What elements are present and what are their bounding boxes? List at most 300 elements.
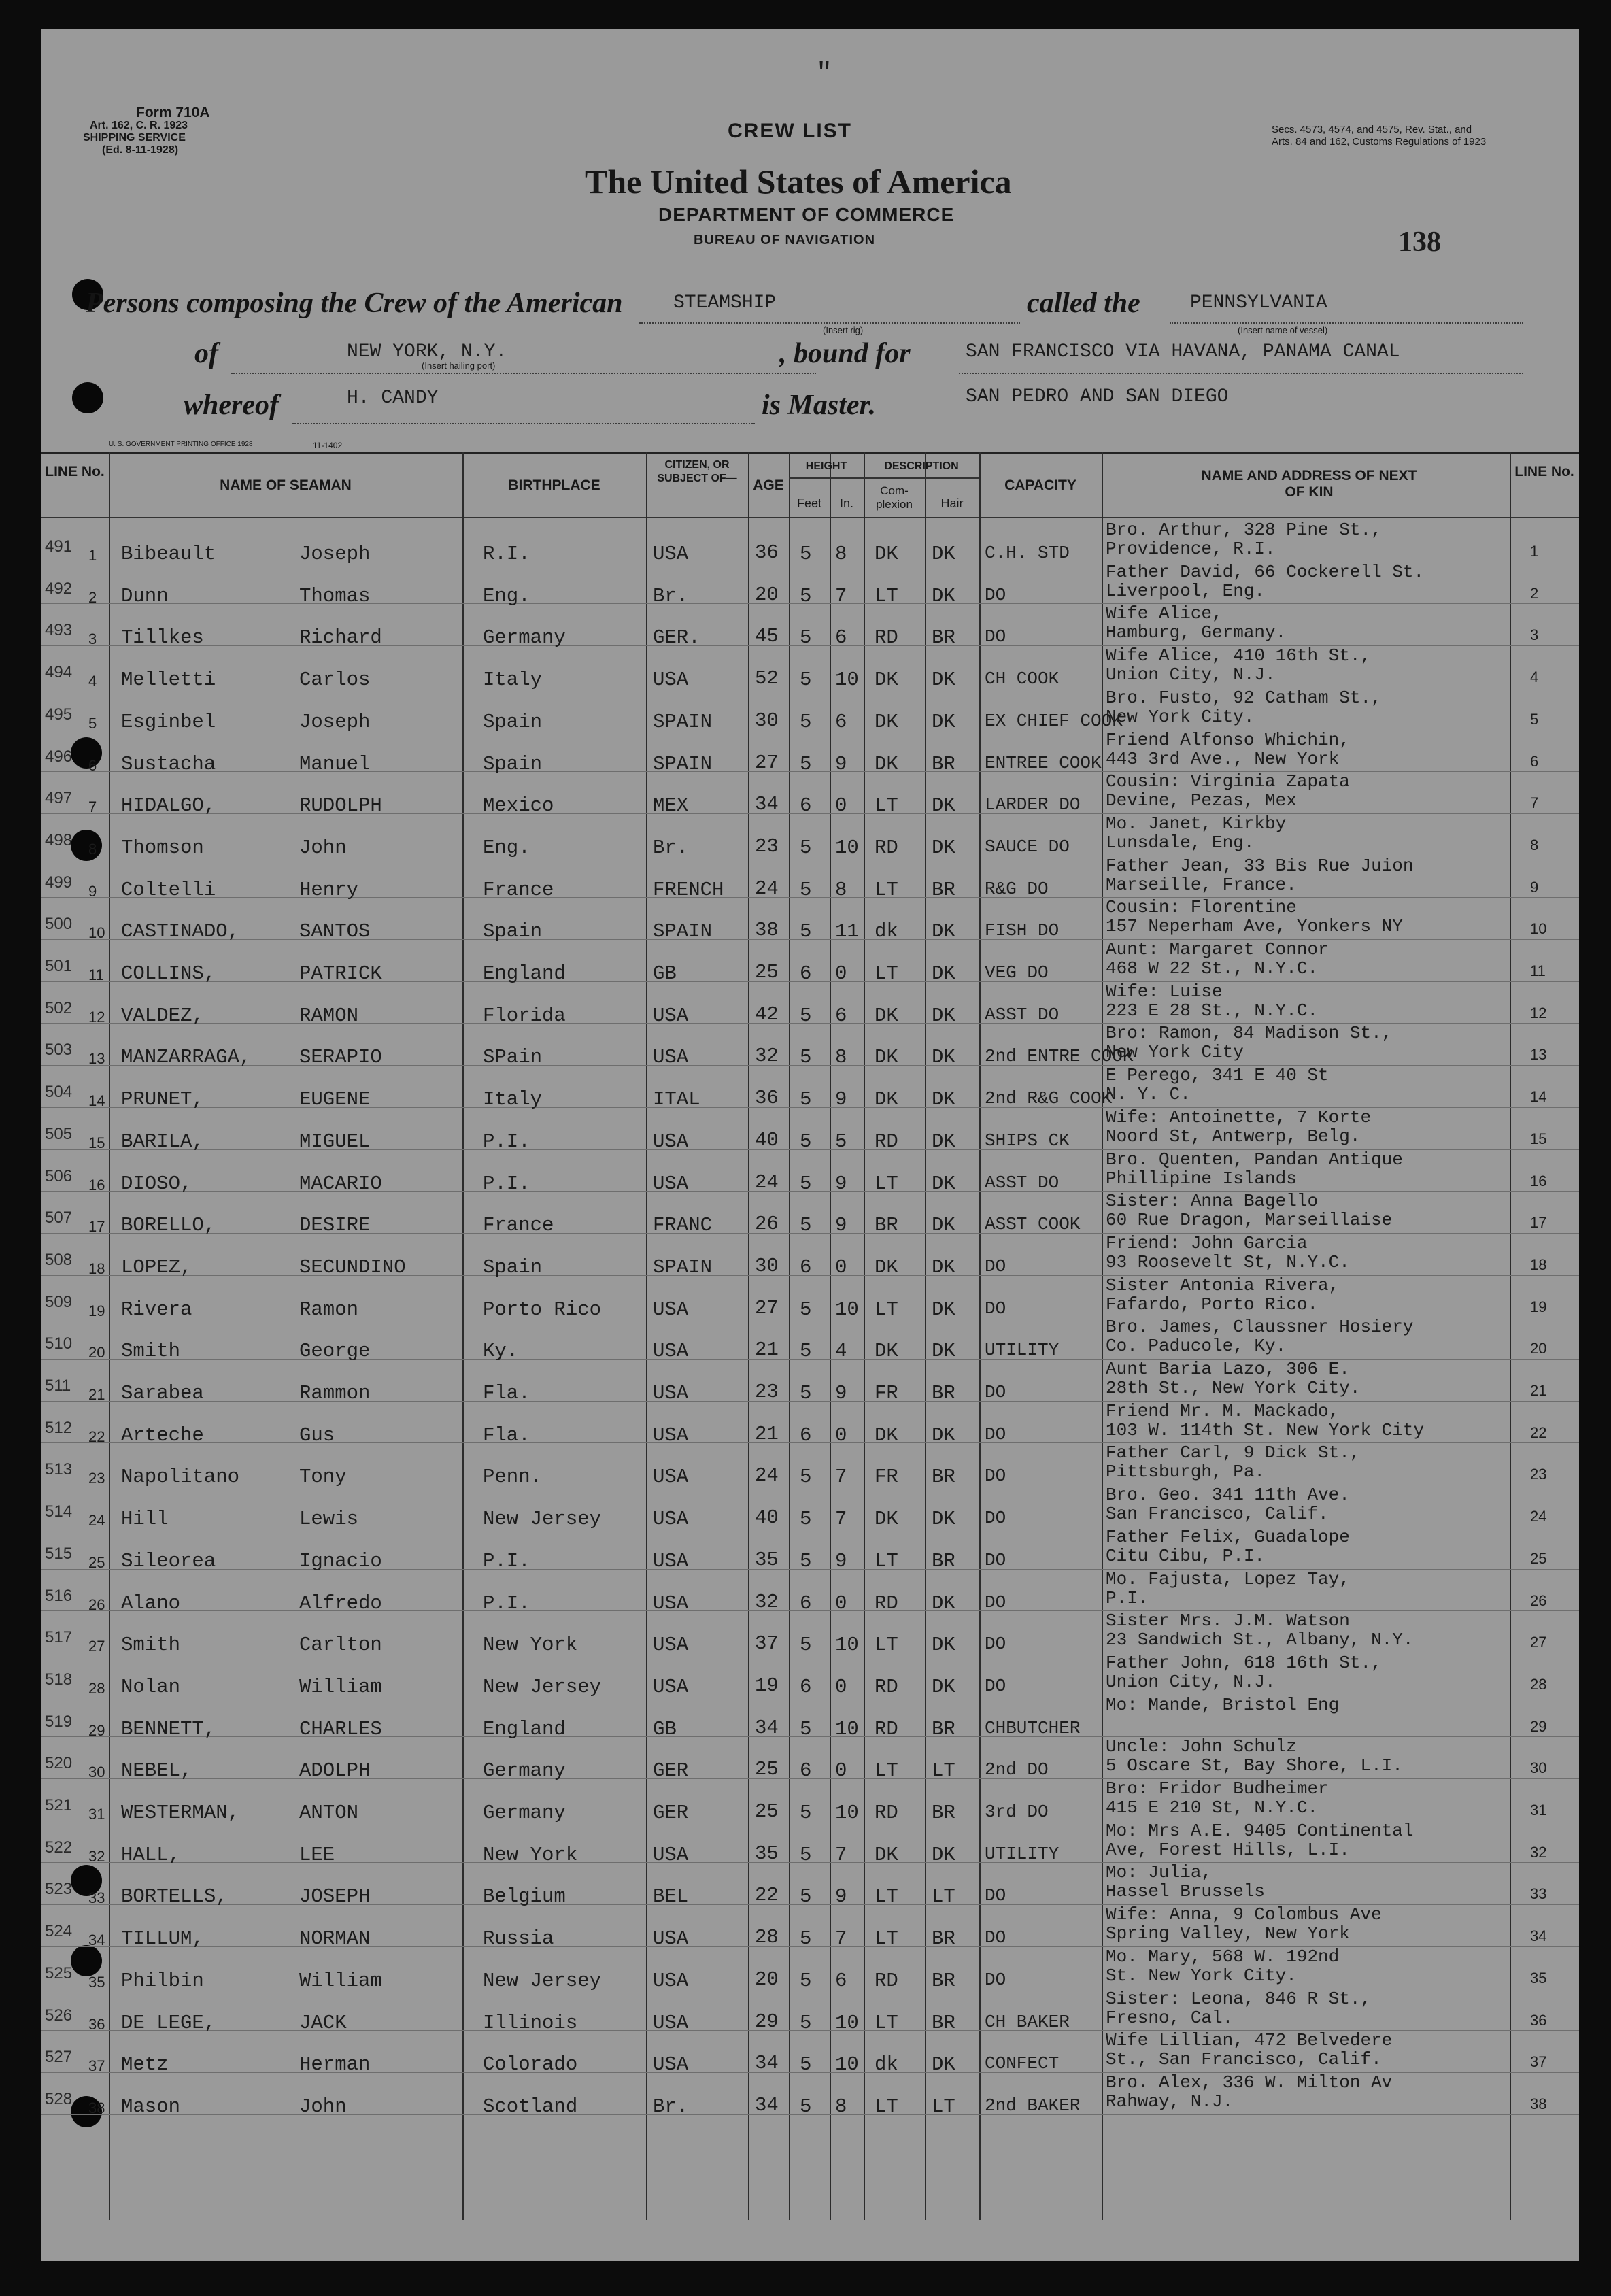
height-feet: 6 — [800, 1675, 812, 1698]
birthplace: New Jersey — [483, 1675, 602, 1698]
height-inches: 6 — [835, 1969, 847, 1992]
next-of-kin-name: Father Carl, 9 Dick St., — [1106, 1442, 1361, 1464]
capacity: EX CHIEF COOK — [985, 710, 1123, 731]
line-number: 9 — [88, 882, 97, 900]
line-number: 5 — [88, 714, 97, 732]
height-feet: 5 — [800, 1046, 812, 1069]
seaman-surname: DIOSO, — [121, 1172, 192, 1195]
citizenship: USA — [653, 1843, 689, 1866]
complexion: DK — [875, 1088, 898, 1111]
line-number: 31 — [88, 1806, 105, 1823]
height-feet: 5 — [800, 836, 812, 859]
height-inches: 4 — [835, 1340, 847, 1363]
col-age: AGE — [753, 477, 784, 493]
capacity: UTILITY — [985, 1340, 1059, 1361]
birthplace: Spain — [483, 1255, 543, 1279]
seaman-given-name: Lewis — [299, 1508, 359, 1531]
age: 21 — [755, 1338, 779, 1362]
next-of-kin-address: Citu Cibu, P.I. — [1106, 1545, 1266, 1566]
height-feet: 5 — [800, 1130, 812, 1153]
citizenship: USA — [653, 1340, 689, 1363]
height-inches: 8 — [835, 878, 847, 901]
hair: DK — [932, 794, 955, 817]
age: 34 — [755, 793, 779, 816]
capacity: 2nd ENTRE COOK — [985, 1046, 1134, 1067]
seaman-given-name: William — [299, 1969, 382, 1992]
age: 24 — [755, 877, 779, 900]
col-height: HEIGHT — [805, 460, 847, 472]
height-feet: 5 — [800, 1382, 812, 1404]
line-number-right: 14 — [1530, 1088, 1547, 1106]
seaman-surname: BORTELLS, — [121, 1885, 228, 1908]
line-number: 22 — [88, 1428, 105, 1445]
age: 25 — [755, 1800, 779, 1823]
capacity: DO — [985, 584, 1006, 605]
complexion: LT — [875, 1634, 898, 1657]
next-of-kin-address: New York City — [1106, 1042, 1244, 1063]
citizenship: USA — [653, 1004, 689, 1027]
col-name: NAME OF SEAMAN — [220, 477, 352, 493]
next-of-kin-name: Bro. Quenten, Pandan Antique — [1106, 1149, 1403, 1170]
seaman-surname: HIDALGO, — [121, 794, 216, 817]
birthplace: Ky. — [483, 1340, 519, 1363]
citizenship: BEL — [653, 1885, 689, 1908]
birthplace: New Jersey — [483, 1969, 602, 1992]
old-line-number: 502 — [45, 998, 73, 1017]
column-divider — [830, 452, 831, 2220]
statute-reference-1: Secs. 4573, 4574, and 4575, Rev. Stat., and — [1272, 124, 1472, 135]
complexion: RD — [875, 1130, 898, 1153]
next-of-kin-name: Aunt Baria Lazo, 306 E. — [1106, 1359, 1350, 1379]
label-whereof: whereof — [184, 390, 279, 421]
age: 25 — [755, 1758, 779, 1781]
age: 34 — [755, 2052, 779, 2075]
age: 36 — [755, 1087, 779, 1110]
next-of-kin-address: 415 E 210 St, N.Y.C. — [1106, 1797, 1319, 1818]
height-inches: 9 — [835, 1088, 847, 1111]
capacity: UTILITY — [985, 1843, 1059, 1864]
hair: DK — [932, 2053, 955, 2076]
column-divider — [925, 452, 926, 2220]
birthplace: Porto Rico — [483, 1298, 602, 1321]
line-number: 24 — [88, 1512, 105, 1530]
birthplace: Germany — [483, 626, 566, 649]
height-feet: 5 — [800, 1969, 812, 1992]
old-line-number: 521 — [45, 1796, 73, 1814]
seaman-given-name: Rammon — [299, 1382, 371, 1404]
line-number: 20 — [88, 1344, 105, 1362]
height-inches: 0 — [835, 1255, 847, 1279]
height-inches: 0 — [835, 794, 847, 817]
line-number-right: 17 — [1530, 1214, 1547, 1232]
next-of-kin-address: 223 E 28 St., N.Y.C. — [1106, 1000, 1319, 1021]
birthplace: Fla. — [483, 1382, 530, 1404]
height-inches: 7 — [835, 584, 847, 607]
vessel-underline — [1170, 322, 1523, 324]
citizenship: FRENCH — [653, 878, 724, 901]
birthplace: New York — [483, 1843, 578, 1866]
birthplace: P.I. — [483, 1130, 530, 1153]
next-of-kin-name: E Perego, 341 E 40 St — [1106, 1065, 1329, 1086]
next-of-kin-address: 93 Roosevelt St, N.Y.C. — [1106, 1251, 1350, 1272]
line-number: 18 — [88, 1260, 105, 1277]
age: 37 — [755, 1632, 779, 1655]
seaman-given-name: Richard — [299, 626, 382, 649]
citizenship: USA — [653, 669, 689, 692]
line-number: 4 — [88, 673, 97, 690]
old-line-number: 496 — [45, 747, 73, 766]
capacity: DO — [985, 1382, 1006, 1402]
seaman-given-name: SERAPIO — [299, 1046, 382, 1069]
height-inches: 9 — [835, 1549, 847, 1572]
capacity: FISH DO — [985, 920, 1059, 941]
citizenship: USA — [653, 1634, 689, 1657]
capacity: 2nd R&G COOK — [985, 1088, 1113, 1109]
hair: LT — [932, 1885, 955, 1908]
next-of-kin-name: Cousin: Florentine — [1106, 897, 1297, 918]
seaman-given-name: LEE — [299, 1843, 335, 1866]
old-line-number: 493 — [45, 621, 73, 640]
height-feet: 6 — [800, 794, 812, 817]
old-line-number: 492 — [45, 579, 73, 598]
old-line-number: 511 — [45, 1377, 71, 1395]
next-of-kin-name: Mo. Janet, Kirkby — [1106, 813, 1287, 834]
seaman-surname: Smith — [121, 1634, 181, 1657]
line-number: 12 — [88, 1008, 105, 1026]
seaman-surname: TILLUM, — [121, 1927, 204, 1951]
birthplace: SPain — [483, 1046, 543, 1069]
height-feet: 5 — [800, 543, 812, 565]
complexion: DK — [875, 543, 898, 565]
destination-underline — [959, 373, 1523, 374]
next-of-kin-address: Fafardo, Porto Rico. — [1106, 1294, 1319, 1315]
citizenship: USA — [653, 2053, 689, 2076]
capacity: C.H. STD — [985, 543, 1070, 563]
old-line-number: 528 — [45, 2089, 73, 2108]
capacity: DO — [985, 1508, 1006, 1529]
line-number-right: 11 — [1530, 962, 1546, 979]
next-of-kin-name: Wife: Anna, 9 Colombus Ave — [1106, 1904, 1382, 1925]
height-inches: 10 — [835, 1802, 859, 1824]
next-of-kin-address: Lunsdale, Eng. — [1106, 832, 1255, 853]
vessel-rig: STEAMSHIP — [673, 292, 777, 314]
line-number-right: 5 — [1530, 710, 1539, 728]
hair: DK — [932, 1591, 955, 1615]
citizenship: FRANC — [653, 1214, 713, 1237]
age: 40 — [755, 1128, 779, 1151]
age: 34 — [755, 2093, 779, 2116]
col-citizen: CITIZEN, OR SUBJECT OF— — [657, 459, 737, 484]
next-of-kin-name: Sister Mrs. J.M. Watson — [1106, 1610, 1350, 1632]
citizenship: Br. — [653, 2095, 689, 2118]
capacity: ASST DO — [985, 1004, 1059, 1025]
next-of-kin-address: Phillipine Islands — [1106, 1168, 1297, 1189]
capacity: SHIPS CK — [985, 1130, 1070, 1151]
complexion: DK — [875, 1255, 898, 1279]
height-feet: 5 — [800, 1508, 812, 1531]
height-inches: 10 — [835, 1717, 859, 1740]
line-number: 16 — [88, 1176, 105, 1194]
citizenship: USA — [653, 1591, 689, 1615]
seaman-surname: MANZARRAGA, — [121, 1046, 252, 1069]
next-of-kin-address: Marseille, France. — [1106, 874, 1297, 895]
citizenship: USA — [653, 1508, 689, 1531]
next-of-kin-name: Bro. Fusto, 92 Catham St., — [1106, 687, 1382, 708]
next-of-kin-address: Liverpool, Eng. — [1106, 580, 1266, 601]
line-number-right: 9 — [1530, 878, 1539, 896]
seaman-given-name: Tony — [299, 1466, 347, 1489]
birthplace: Florida — [483, 1004, 566, 1027]
birthplace: Spain — [483, 710, 543, 733]
line-number-right: 32 — [1530, 1843, 1547, 1861]
seaman-surname: Sustacha — [121, 752, 216, 775]
citizenship: Br. — [653, 584, 689, 607]
age: 29 — [755, 2010, 779, 2033]
old-line-number: 518 — [45, 1670, 73, 1689]
age: 24 — [755, 1464, 779, 1487]
height-inches: 0 — [835, 1423, 847, 1447]
age: 20 — [755, 1968, 779, 1991]
capacity: CONFECT — [985, 2053, 1059, 2074]
complexion: BR — [875, 1214, 898, 1237]
form-article: Art. 162, C. R. 1923 — [90, 120, 188, 131]
birthplace: Spain — [483, 920, 543, 943]
hair: DK — [932, 584, 955, 607]
hair: DK — [932, 1634, 955, 1657]
height-inches: 10 — [835, 2053, 859, 2076]
old-line-number: 499 — [45, 873, 73, 892]
col-next-of-kin: NAME AND ADDRESS OF NEXT OF KIN — [1201, 468, 1417, 500]
hair: DK — [932, 1255, 955, 1279]
old-line-number: 510 — [45, 1334, 73, 1353]
page-mark: " — [816, 58, 833, 89]
next-of-kin-name: Bro. James, Claussner Hosiery — [1106, 1317, 1414, 1338]
capacity: DO — [985, 1969, 1006, 1990]
seaman-surname: COLLINS, — [121, 962, 216, 985]
next-of-kin-name: Bro. Geo. 341 11th Ave. — [1106, 1485, 1350, 1506]
capacity: CH COOK — [985, 669, 1059, 690]
line-number: 34 — [88, 1931, 105, 1949]
next-of-kin-name: Sister Antonia Rivera, — [1106, 1274, 1340, 1296]
next-of-kin-address: 5 Oscare St, Bay Shore, L.I. — [1106, 1755, 1403, 1776]
seaman-given-name: ANTON — [299, 1802, 359, 1824]
hair: BR — [932, 2011, 955, 2034]
age: 22 — [755, 1884, 779, 1907]
seaman-surname: Nolan — [121, 1675, 181, 1698]
next-of-kin-name: Wife Alice, — [1106, 603, 1223, 624]
age: 24 — [755, 1170, 779, 1194]
line-number-right: 35 — [1530, 1969, 1547, 1987]
line-number: 30 — [88, 1763, 105, 1781]
form-title: CREW LIST — [728, 120, 852, 142]
old-line-number: 527 — [45, 2048, 73, 2067]
height-feet: 5 — [800, 669, 812, 692]
col-capacity: CAPACITY — [1004, 477, 1076, 493]
old-line-number: 520 — [45, 1754, 73, 1773]
height-inches: 7 — [835, 1843, 847, 1866]
old-line-number: 497 — [45, 789, 73, 808]
capacity: DO — [985, 1549, 1006, 1570]
seaman-surname: BORELLO, — [121, 1214, 216, 1237]
col-birthplace: BIRTHPLACE — [508, 477, 600, 493]
old-line-number: 506 — [45, 1166, 73, 1185]
table-top-border — [41, 452, 1579, 454]
complexion: RD — [875, 1802, 898, 1824]
punch-hole — [71, 830, 102, 861]
line-number: 36 — [88, 2015, 105, 2033]
seaman-surname: BARILA, — [121, 1130, 204, 1153]
statute-reference-2: Arts. 84 and 162, Customs Regulations of 1923 — [1272, 136, 1487, 148]
next-of-kin-address: Spring Valley, New York — [1106, 1923, 1350, 1944]
height-feet: 6 — [800, 1591, 812, 1615]
old-line-number: 512 — [45, 1418, 73, 1437]
line-number: 21 — [88, 1386, 105, 1403]
old-line-number: 498 — [45, 830, 73, 849]
seaman-given-name: JACK — [299, 2011, 347, 2034]
line-number-right: 10 — [1530, 920, 1547, 938]
complexion: FR — [875, 1382, 898, 1404]
citizenship: ITAL — [653, 1088, 700, 1111]
line-number: 15 — [88, 1134, 105, 1151]
country-heading: The United States of America — [585, 163, 1012, 201]
complexion: LT — [875, 794, 898, 817]
line-number-right: 8 — [1530, 836, 1539, 854]
seaman-given-name: DESIRE — [299, 1214, 371, 1237]
old-line-number: 505 — [45, 1124, 73, 1143]
hair: BR — [932, 1802, 955, 1824]
label-bound: , bound for — [779, 338, 911, 369]
line-number: 27 — [88, 1638, 105, 1655]
form-edition: (Ed. 8-11-1928) — [102, 144, 179, 156]
next-of-kin-address: Devine, Pezas, Mex — [1106, 790, 1297, 811]
table-header-bottom-border — [41, 517, 1579, 518]
birthplace: Italy — [483, 669, 543, 692]
line-number: 1 — [88, 547, 97, 564]
height-feet: 5 — [800, 752, 812, 775]
seaman-given-name: NORMAN — [299, 1927, 371, 1951]
old-line-number: 514 — [45, 1502, 73, 1521]
capacity: ASST COOK — [985, 1214, 1081, 1235]
seaman-surname: CASTINADO, — [121, 920, 240, 943]
birthplace: P.I. — [483, 1172, 530, 1195]
line-number-right: 12 — [1530, 1004, 1547, 1022]
next-of-kin-name: Mo. Fajusta, Lopez Tay, — [1106, 1568, 1350, 1589]
age: 21 — [755, 1422, 779, 1445]
next-of-kin-address: P.I. — [1106, 1587, 1149, 1608]
hair: DK — [932, 1004, 955, 1027]
col-hair: Hair — [940, 496, 964, 510]
line-number-right: 15 — [1530, 1130, 1547, 1147]
col-description: DESCRIPTION — [884, 460, 959, 472]
next-of-kin-address: Co. Paducole, Ky. — [1106, 1336, 1287, 1357]
height-feet: 5 — [800, 626, 812, 649]
vessel-name: PENNSYLVANIA — [1190, 292, 1327, 314]
next-of-kin-address: 23 Sandwich St., Albany, N.Y. — [1106, 1630, 1414, 1651]
birthplace: Belgium — [483, 1885, 566, 1908]
height-feet: 5 — [800, 878, 812, 901]
seaman-given-name: John — [299, 836, 347, 859]
hair: DK — [932, 1675, 955, 1698]
next-of-kin-name: Mo. Mary, 568 W. 192nd — [1106, 1946, 1340, 1967]
height-inches: 8 — [835, 543, 847, 565]
birthplace: Eng. — [483, 836, 530, 859]
birthplace: R.I. — [483, 543, 530, 565]
line-number: 26 — [88, 1596, 105, 1613]
line-number: 38 — [88, 2099, 105, 2116]
next-of-kin-address: Union City, N.J. — [1106, 664, 1276, 686]
line-number-right: 38 — [1530, 2095, 1547, 2112]
complexion: dk — [875, 920, 898, 943]
col-complexion: Com-plexion — [876, 484, 913, 511]
seaman-given-name: SANTOS — [299, 920, 371, 943]
height-feet: 6 — [800, 962, 812, 985]
old-line-number: 517 — [45, 1628, 73, 1647]
column-divider — [979, 452, 981, 2220]
next-of-kin-name: Cousin: Virginia Zapata — [1106, 771, 1350, 792]
hair: LT — [932, 2095, 955, 2118]
height-feet: 5 — [800, 1172, 812, 1195]
seaman-surname: PRUNET, — [121, 1088, 204, 1111]
seaman-given-name: RAMON — [299, 1004, 359, 1027]
height-inches: 10 — [835, 669, 859, 692]
height-inches: 7 — [835, 1508, 847, 1531]
port-hint: (Insert hailing port) — [422, 360, 496, 371]
height-inches: 5 — [835, 1130, 847, 1153]
height-feet: 5 — [800, 1466, 812, 1489]
next-of-kin-address: Ave, Forest Hills, L.I. — [1106, 1839, 1350, 1860]
seaman-given-name: MACARIO — [299, 1172, 382, 1195]
height-inches: 9 — [835, 752, 847, 775]
next-of-kin-address: 468 W 22 St., N.Y.C. — [1106, 958, 1319, 979]
citizenship: SPAIN — [653, 710, 713, 733]
age: 35 — [755, 1842, 779, 1865]
seaman-surname: Smith — [121, 1340, 181, 1363]
capacity: SAUCE DO — [985, 836, 1070, 857]
seaman-given-name: Gus — [299, 1423, 335, 1447]
seaman-given-name: SECUNDINO — [299, 1255, 406, 1279]
next-of-kin-address: San Francisco, Calif. — [1106, 1504, 1329, 1525]
height-feet: 5 — [800, 1004, 812, 1027]
label-master: is Master. — [762, 390, 877, 421]
birthplace: New York — [483, 1634, 578, 1657]
line-number: 29 — [88, 1721, 105, 1739]
next-of-kin-address: Pittsburgh, Pa. — [1106, 1462, 1266, 1483]
seaman-surname: Coltelli — [121, 878, 216, 901]
seaman-surname: Thomson — [121, 836, 204, 859]
height-feet: 5 — [800, 584, 812, 607]
capacity: LARDER DO — [985, 794, 1081, 815]
line-number-right: 18 — [1530, 1255, 1547, 1273]
seaman-surname: DE LEGE, — [121, 2011, 216, 2034]
next-of-kin-address: 157 Neperham Ave, Yonkers NY — [1106, 916, 1403, 937]
seaman-surname: Melletti — [121, 669, 216, 692]
next-of-kin-name: Wife Alice, 410 16th St., — [1106, 645, 1372, 666]
column-divider — [646, 452, 647, 2220]
next-of-kin-address: Hamburg, Germany. — [1106, 622, 1287, 643]
punch-hole — [71, 737, 102, 769]
next-of-kin-address: Rahway, N.J. — [1106, 2091, 1234, 2112]
citizenship: MEX — [653, 794, 689, 817]
age: 34 — [755, 1716, 779, 1739]
complexion: RD — [875, 1591, 898, 1615]
citizenship: USA — [653, 1466, 689, 1489]
birthplace: Spain — [483, 752, 543, 775]
height-feet: 5 — [800, 1843, 812, 1866]
next-of-kin-name: Aunt: Margaret Connor — [1106, 939, 1329, 960]
line-number-right: 31 — [1530, 1802, 1547, 1819]
complexion: LT — [875, 1885, 898, 1908]
hair: DK — [932, 1130, 955, 1153]
